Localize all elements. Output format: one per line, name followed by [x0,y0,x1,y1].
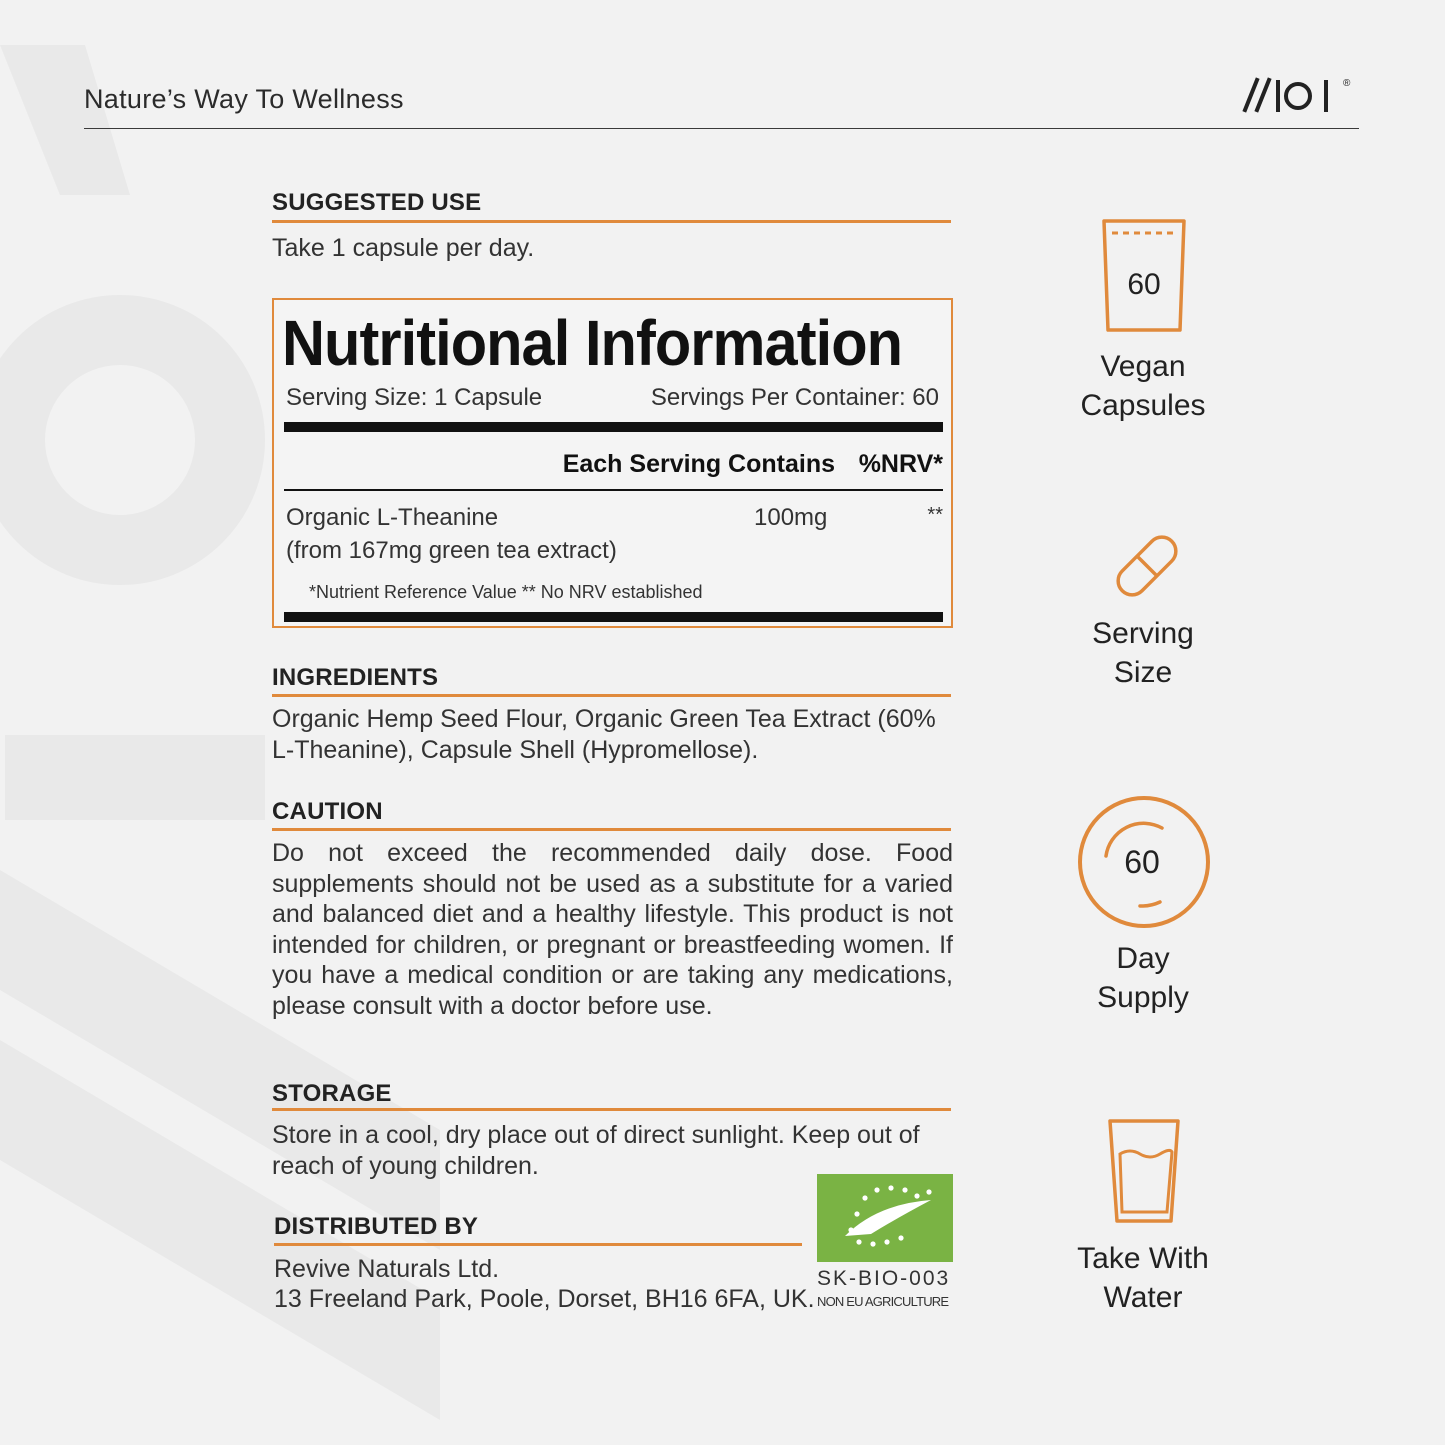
nutrition-panel [272,298,953,628]
tagline: Nature’s Way To Wellness [84,84,404,114]
nutrient-source: (from 167mg green tea extract) [286,537,617,564]
serving-size: Serving Size: 1 Capsule [286,384,543,411]
distributor-name: Revive Naturals Ltd. [274,1255,500,1283]
ingredients-divider [272,694,951,697]
distributor-address: 13 Freeland Park, Poole, Dorset, BH16 6FA, UK. [274,1285,815,1313]
suggested-use-text: Take 1 capsule per day. [272,234,535,262]
feature-label-line: Serving [1092,617,1194,650]
nutrient-nrv: ** [927,504,943,526]
caution-title: CAUTION [272,798,383,825]
brand-logo [1240,74,1365,118]
nutrition-divider-bottom [284,612,943,622]
storage-title: STORAGE [272,1080,392,1107]
each-serving-header: Each Serving Contains [562,450,835,478]
day-supply-count: 60 [1124,844,1160,880]
suggested-use-divider [272,220,951,223]
storage-text: Store in a cool, dry place out of direct sunlight. Keep out of reach of young children. [272,1121,920,1180]
eu-agriculture-label: NON EU AGRICULTURE [817,1294,949,1309]
nutrition-divider-mid [284,489,943,491]
distributed-by-divider [274,1243,802,1246]
feature-label-vegan-capsules [1023,347,1263,425]
storage-divider [272,1108,951,1111]
glass-of-water-icon [1106,1118,1182,1224]
pouch-count: 60 [1127,268,1161,301]
feature-label-day-supply [1023,939,1263,1017]
feature-label-line: Size [1113,656,1173,689]
nrv-header: %NRV* [858,450,943,478]
capsule-icon [1108,527,1186,605]
eu-organic-leaf-logo [817,1174,953,1262]
nutrition-divider-top [284,422,943,432]
distributed-by-title: DISTRIBUTED BY [274,1213,479,1240]
feature-label-line: Vegan [1100,350,1186,383]
header-divider [84,128,1359,129]
caution-divider [272,828,951,831]
feature-label-line: Water [1103,1281,1183,1314]
feature-label-line: Capsules [1080,389,1206,422]
feature-label-line: Supply [1097,981,1189,1014]
feature-label-take-with-water [1023,1239,1263,1317]
feature-label-serving-size [1023,614,1263,692]
nutrient-name: Organic L-Theanine [286,504,499,531]
nrv-footnote: *Nutrient Reference Value ** No NRV established [309,582,703,602]
svg-text:®: ® [1343,78,1351,89]
caution-text: Do not exceed the recommended daily dose. Food supplements should not be used as a substitute for a varied and balanced diet and a healthy lifestyle. This product is not intended for children, or pregnant or breastfeeding women. If you have a medical condition or are taking any medications, please consult with a doctor before use. [272,839,953,1020]
feature-label-line: Take With [1077,1242,1209,1275]
suggested-use-title: SUGGESTED USE [272,189,482,216]
feature-label-line: Day [1116,942,1170,975]
ingredients-title: INGREDIENTS [272,664,439,691]
ingredients-text: Organic Hemp Seed Flour, Organic Green Tea Extract (60% L-Theanine), Capsule Shell (Hypromellose). [272,705,936,764]
eu-organic-code: SK-BIO-003 [817,1267,951,1290]
nutrient-amount: 100mg [754,504,828,531]
nutrition-title: Nutritional Information [282,307,903,379]
servings-per-container: Servings Per Container: 60 [650,384,939,411]
